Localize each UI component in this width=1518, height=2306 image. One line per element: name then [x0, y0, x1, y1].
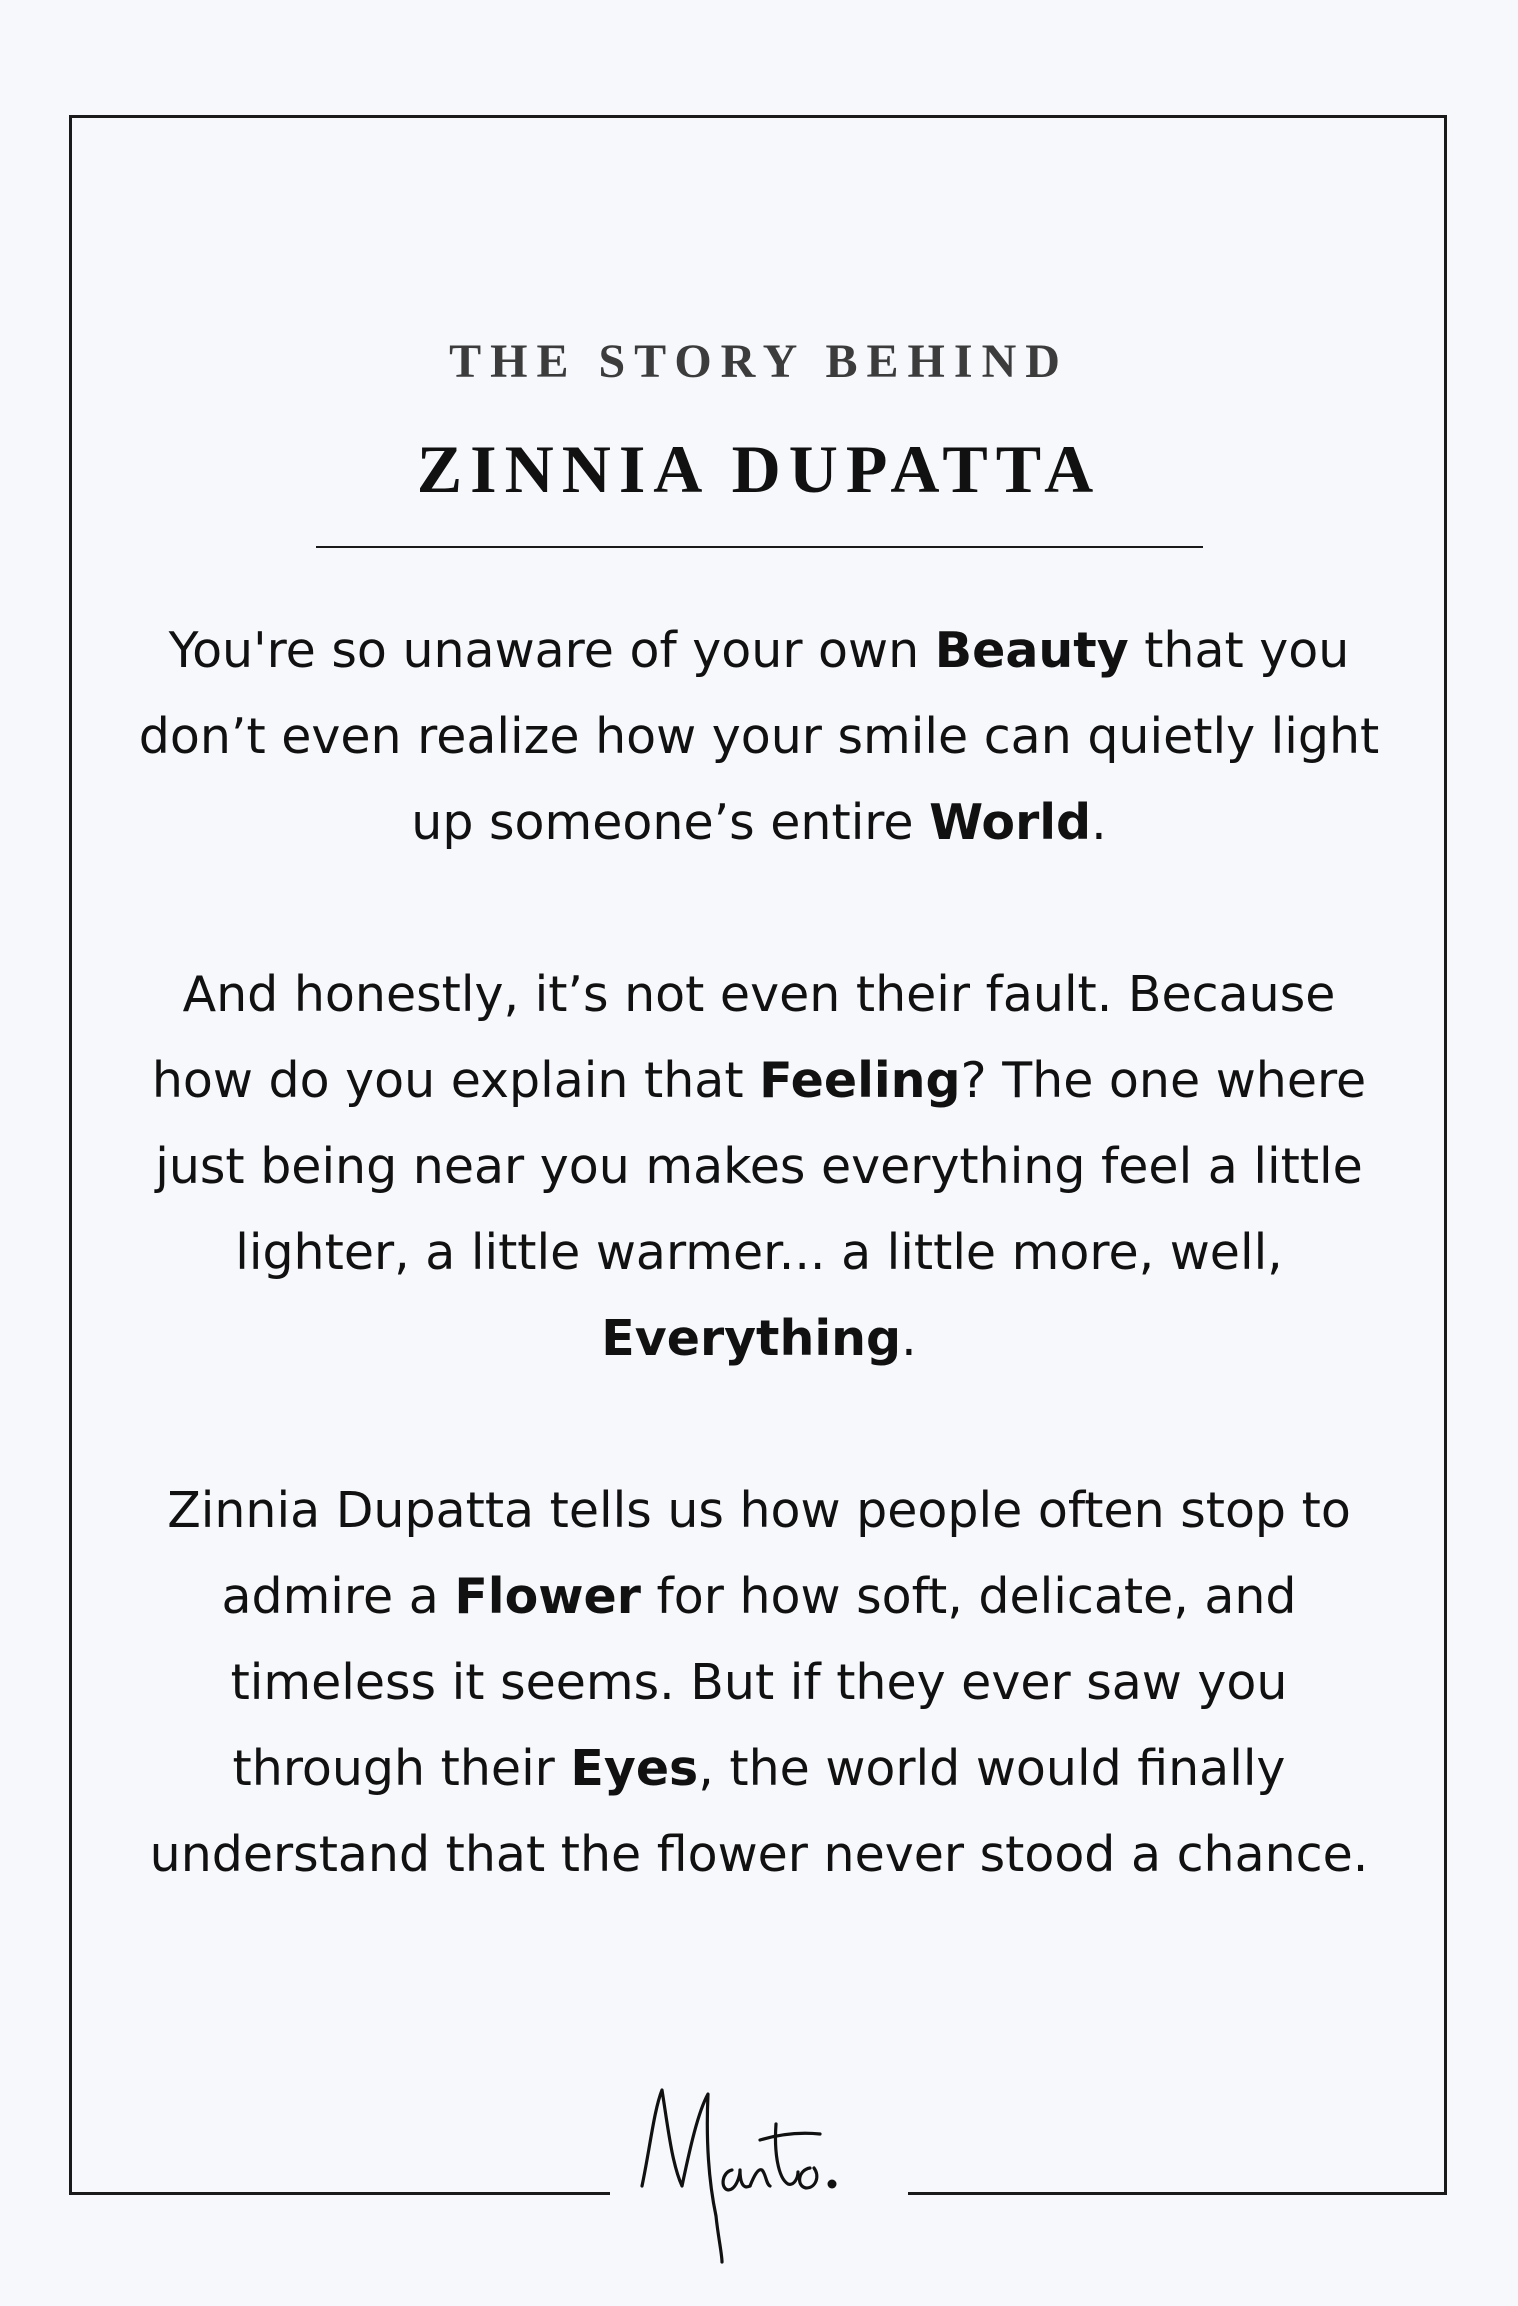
- emphasis-flower: Flower: [454, 1568, 641, 1625]
- text-span: You're so unaware of your own: [168, 622, 935, 679]
- emphasis-feeling: Feeling: [759, 1052, 961, 1109]
- story-paragraph-3: [130, 1468, 1388, 1898]
- story-body: [130, 608, 1388, 1898]
- text-span: that you don’t even realize how your smile can quietly light up someone’s entire: [138, 622, 1380, 851]
- emphasis-world: World: [929, 794, 1092, 851]
- story-paragraph-2: [130, 952, 1388, 1382]
- emphasis-eyes: Eyes: [570, 1740, 699, 1797]
- signature-logo: [624, 2068, 894, 2268]
- text-span: .: [901, 1310, 917, 1367]
- text-span: ? The one where just being near you makes everything feel a little lighter, a little warmer... a little more, well,: [155, 1052, 1367, 1281]
- text-span: for how soft, delicate, and timeless it seems. But if they ever saw you through their: [230, 1568, 1297, 1797]
- emphasis-beauty: Beauty: [934, 622, 1129, 679]
- text-span: .: [1091, 794, 1107, 851]
- story-paragraph-1: [130, 608, 1388, 866]
- text-span: Zinnia Dupatta tells us how people often stop to admire a: [167, 1482, 1351, 1625]
- page-title: ZINNIA DUPATTA: [416, 431, 1102, 507]
- kicker: THE STORY BEHIND: [449, 335, 1069, 388]
- title-divider: [316, 546, 1203, 548]
- text-span: And honestly, it’s not even their fault. Because how do you explain that: [151, 966, 1336, 1109]
- emphasis-everything: Everything: [601, 1310, 902, 1367]
- text-span: , the world would finally understand that the flower never stood a chance.: [149, 1740, 1369, 1883]
